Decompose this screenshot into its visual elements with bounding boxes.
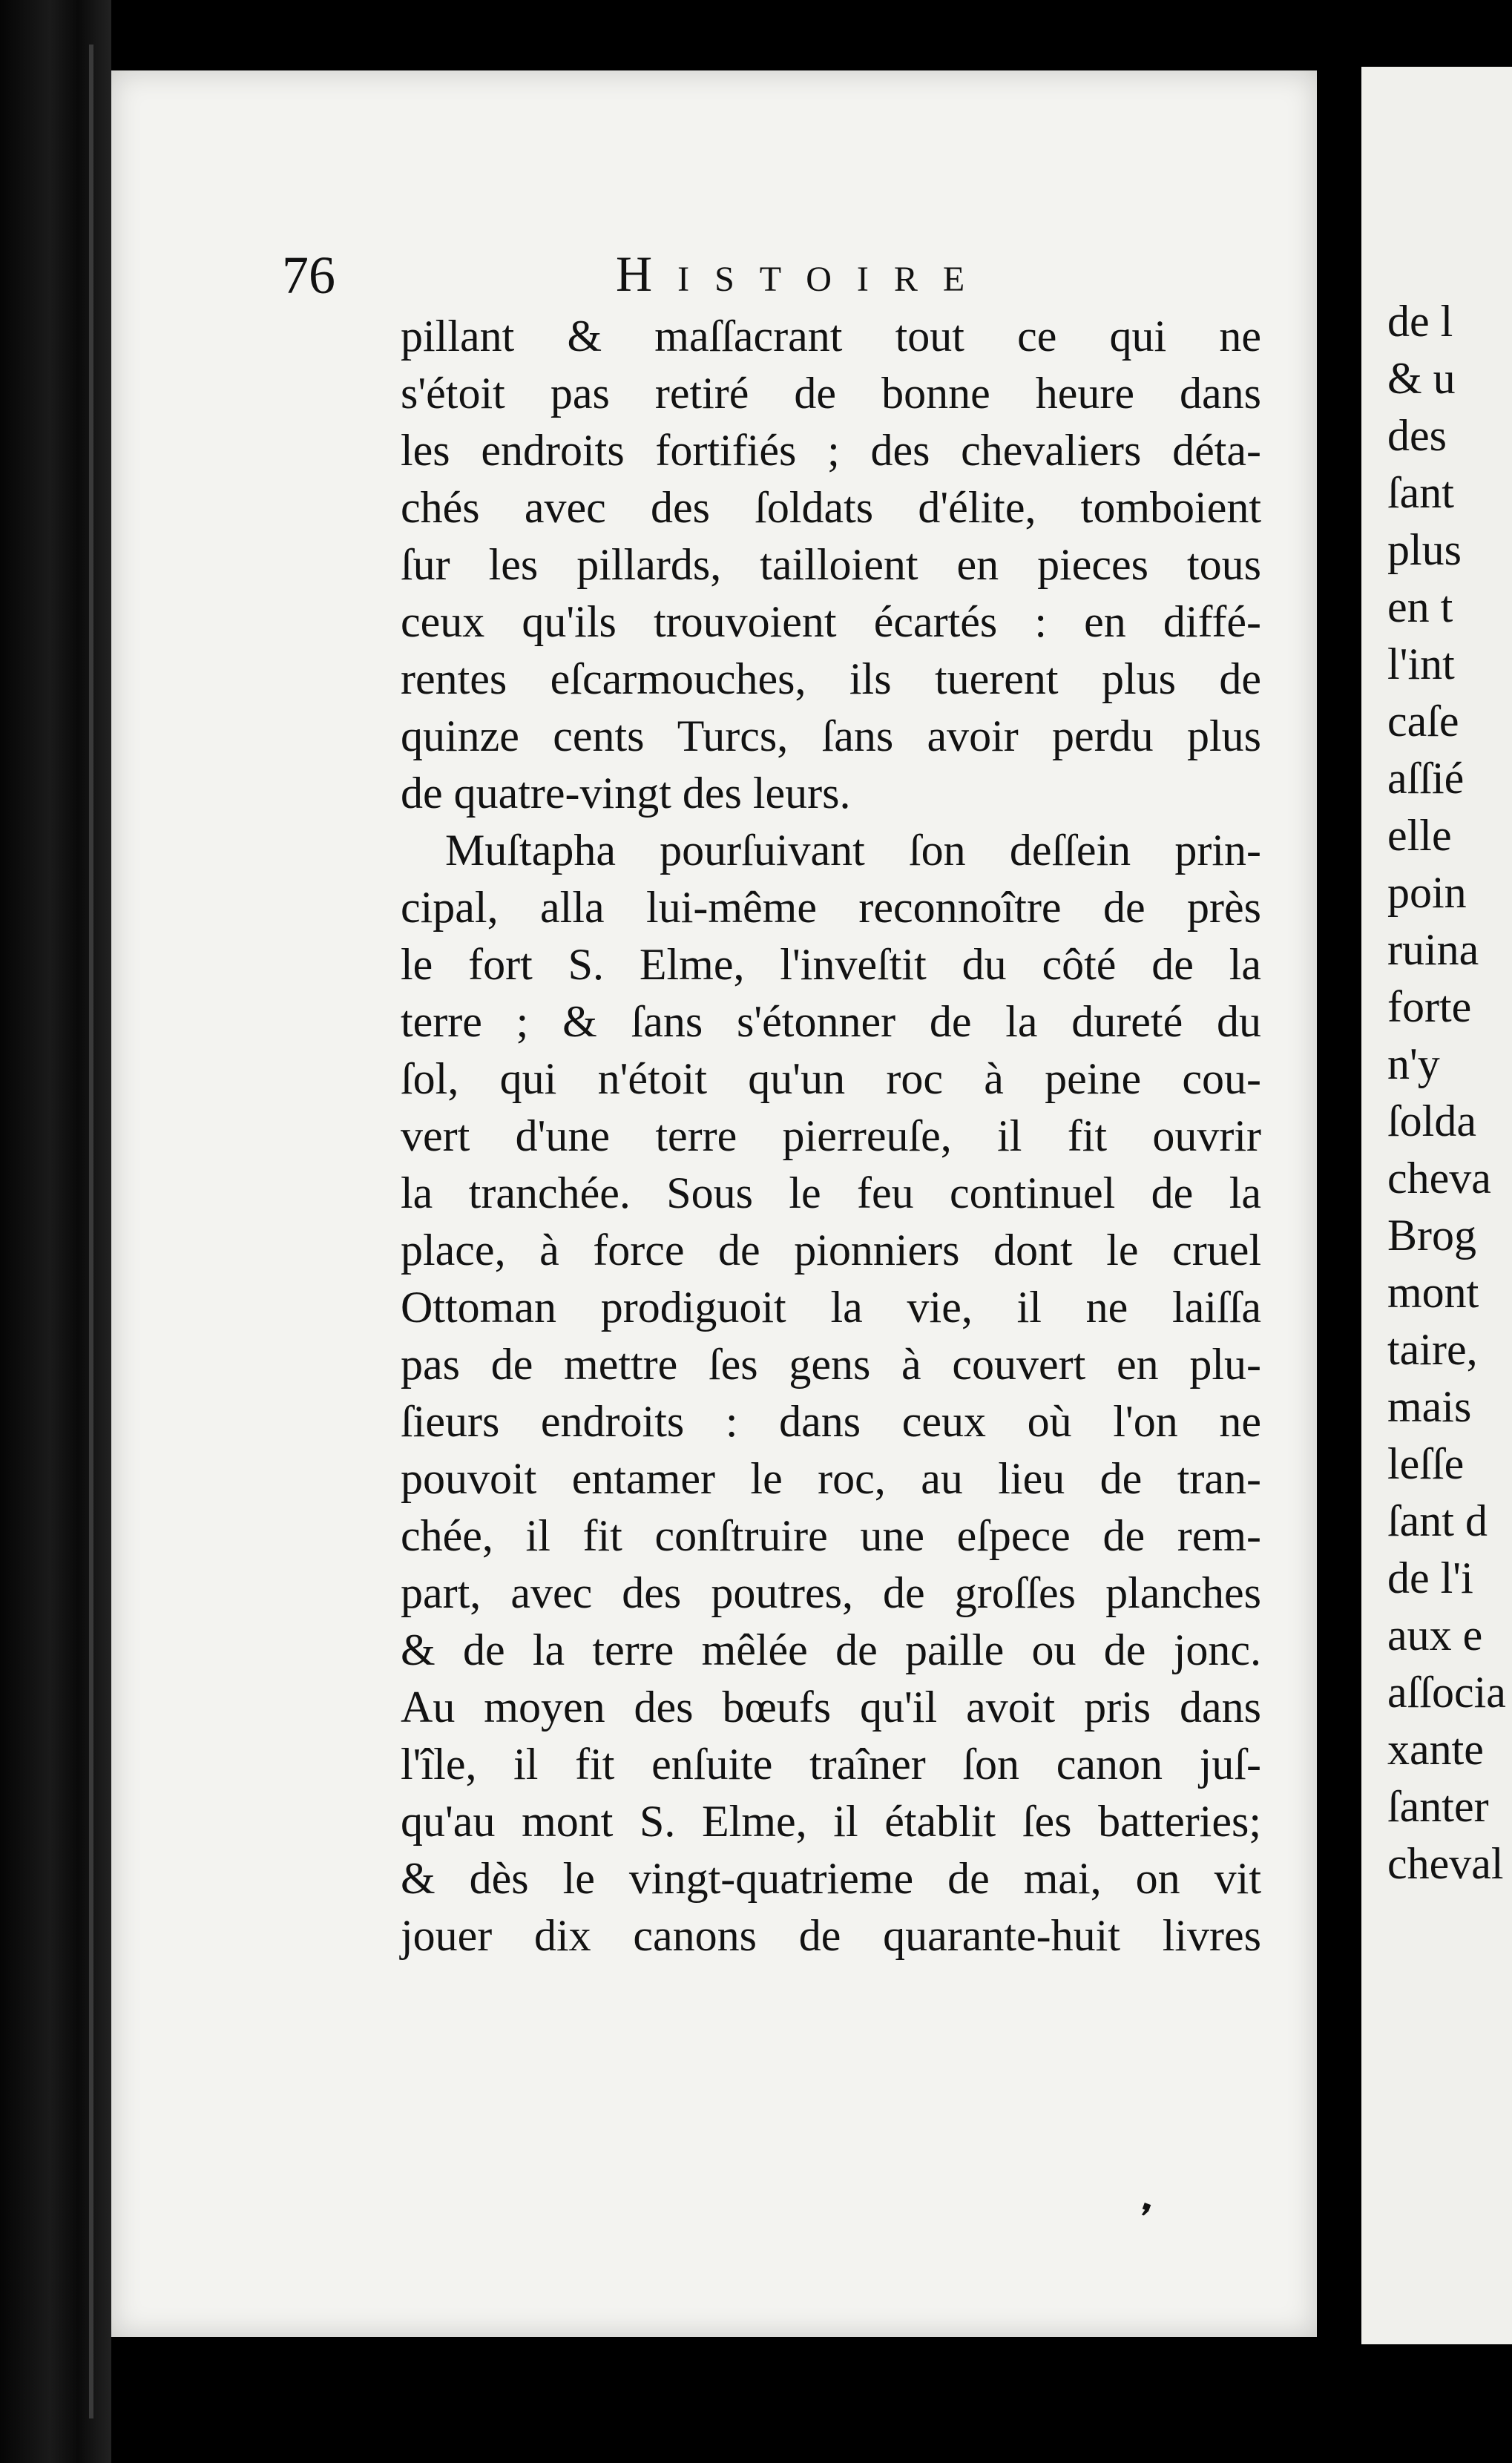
right-page-line-fragment: de l'i — [1387, 1553, 1473, 1602]
text-line: pillant & maſſacrant tout ce qui ne — [401, 312, 1261, 361]
right-page-line-fragment: xante — [1387, 1725, 1484, 1774]
right-page-line-fragment: ſanter — [1387, 1782, 1489, 1831]
text-line: pouvoit entamer le roc, au lieu de tran- — [401, 1454, 1261, 1503]
text-line: & dès le vingt-quatrieme de mai, on vit — [401, 1854, 1261, 1903]
page-gutter — [1317, 0, 1361, 2463]
text-line: Ottoman prodiguoit la vie, il ne laiſſa — [401, 1283, 1261, 1332]
right-page-line-fragment: & u — [1387, 354, 1456, 403]
right-page-line-fragment: aſſocia — [1387, 1668, 1506, 1717]
right-page-line-fragment: ſant d — [1387, 1496, 1488, 1545]
right-page-line-fragment: elle — [1387, 811, 1452, 860]
text-line: part, avec des poutres, de groſſes planches — [401, 1568, 1261, 1617]
text-line: les endroits fortifiés ; des chevaliers déta- — [401, 426, 1261, 475]
page-fold-line — [89, 45, 93, 2418]
right-page-line-fragment: n'y — [1387, 1039, 1440, 1088]
text-line: chés avec des ſoldats d'élite, tomboient — [401, 483, 1261, 532]
text-line: vert d'une terre pierreuſe, il fit ouvrir — [401, 1111, 1261, 1160]
text-line: quinze cents Turcs, ſans avoir perdu plus — [401, 711, 1261, 760]
right-page-line-fragment: caſe — [1387, 697, 1459, 746]
text-line: place, à force de pionniers dont le cruel — [401, 1226, 1261, 1275]
right-page-line-fragment: ruina — [1387, 925, 1479, 974]
text-line: qu'au mont S. Elme, il établit ſes batteries; — [401, 1797, 1261, 1846]
text-line: ſur les pillards, tailloient en pieces tous — [401, 540, 1261, 589]
right-page-line-fragment: des — [1387, 411, 1447, 460]
text-line: s'étoit pas retiré de bonne heure dans — [401, 369, 1261, 418]
text-line: Muſtapha pourſuivant ſon deſſein prin- — [445, 826, 1261, 875]
right-page-line-fragment: de l — [1387, 297, 1453, 346]
right-page-line-fragment: taire, — [1387, 1325, 1478, 1374]
right-page-line-fragment: Brog — [1387, 1211, 1476, 1260]
right-page-line-fragment: en t — [1387, 582, 1453, 631]
right-page-line-fragment: forte — [1387, 982, 1472, 1031]
text-line: Au moyen des bœufs qu'il avoit pris dans — [401, 1683, 1261, 1732]
right-page-line-fragment: ſant — [1387, 468, 1454, 517]
text-line: ſieurs endroits : dans ceux où l'on ne — [401, 1397, 1261, 1446]
right-page-line-fragment: poin — [1387, 868, 1467, 917]
text-line: cipal, alla lui-même reconnoître de près — [401, 883, 1261, 932]
ink-speck: ❜ — [1130, 2195, 1157, 2240]
right-page-line-fragment: l'int — [1387, 639, 1455, 688]
running-head: Histoire — [616, 246, 990, 302]
text-line: le fort S. Elme, l'inveſtit du côté de la — [401, 940, 1261, 989]
right-page-line-fragment: plus — [1387, 525, 1462, 574]
body-text — [401, 308, 1261, 1964]
text-line: terre ; & ſans s'étonner de la dureté du — [401, 997, 1261, 1046]
right-page-line-fragment: cheva — [1387, 1154, 1491, 1203]
text-line: ceux qu'ils trouvoient écartés : en diffé- — [401, 597, 1261, 646]
text-line: jouer dix canons de quarante-huit livres — [401, 1911, 1261, 1960]
text-line: pas de mettre ſes gens à couvert en plu- — [401, 1340, 1261, 1389]
right-page-line-fragment: ſolda — [1387, 1096, 1476, 1145]
text-line: la tranchée. Sous le feu continuel de la — [401, 1168, 1261, 1217]
right-page-line-fragment: aſſié — [1387, 754, 1465, 803]
text-line: ſol, qui n'étoit qu'un roc à peine cou- — [401, 1054, 1261, 1103]
page-number: 76 — [282, 246, 335, 305]
right-page-text — [1387, 293, 1512, 1893]
right-page-line-fragment: leſſe — [1387, 1439, 1465, 1488]
text-line: & de la terre mêlée de paille ou de jonc. — [401, 1625, 1261, 1674]
text-line: rentes eſcarmouches, ils tuerent plus de — [401, 654, 1261, 703]
right-page-line-fragment: aux e — [1387, 1611, 1483, 1660]
right-page-line-fragment: cheval — [1387, 1839, 1504, 1888]
book-binding-edge — [0, 0, 111, 2463]
text-line: de quatre-vingt des leurs. — [401, 769, 851, 818]
text-line: chée, il fit conſtruire une eſpece de rem- — [401, 1511, 1261, 1560]
right-page-line-fragment: mais — [1387, 1382, 1472, 1431]
right-page-line-fragment: mont — [1387, 1268, 1479, 1317]
text-line: l'île, il fit enſuite traîner ſon canon juſ- — [401, 1740, 1261, 1789]
